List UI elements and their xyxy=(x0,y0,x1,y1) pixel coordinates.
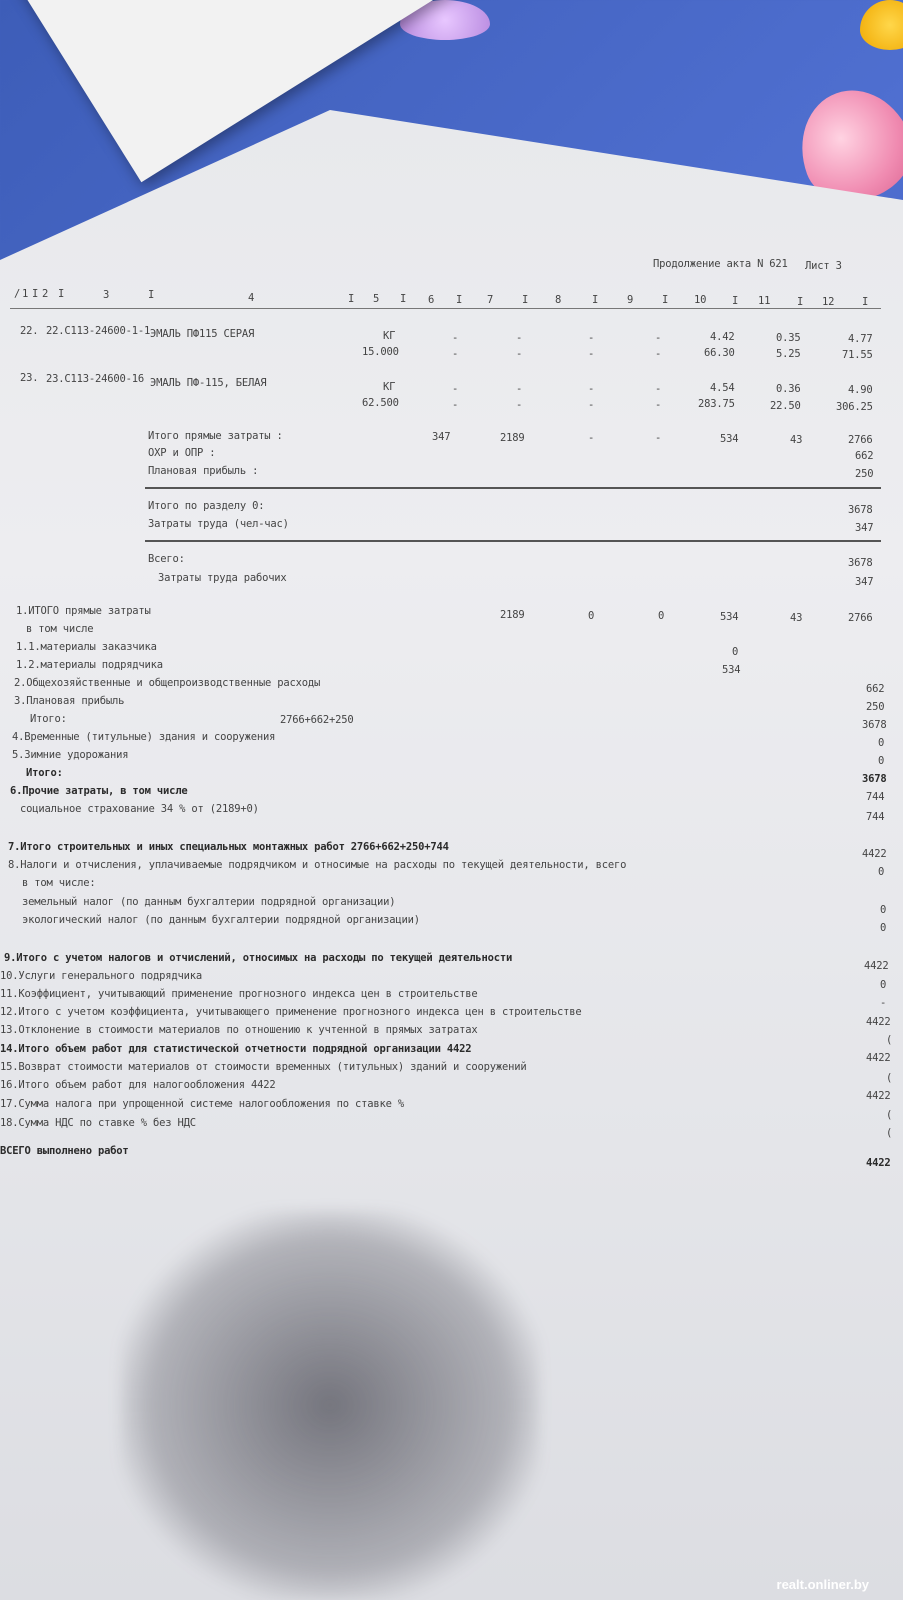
continuation-label: Продолжение акта N 621 xyxy=(653,258,788,270)
summary-label: экологический налог (по данным бухгалтерии подрядной организации) xyxy=(22,914,420,926)
summary-value: 662 xyxy=(866,683,885,695)
summary-label: 8.Налоги и отчисления, уплачиваемые подрядчиком и относимые на расходы по текущей деятельности, всего xyxy=(8,859,627,871)
cell: 534 xyxy=(720,433,739,445)
summary-label: 14.Итого объем работ для статистической отчетности подрядной организации 4422 xyxy=(0,1043,472,1055)
col-number: 6 xyxy=(428,294,435,306)
summary-value: 4422 xyxy=(866,1016,891,1028)
cell: - xyxy=(655,383,662,395)
summary-label: 1.2.материалы подрядчика xyxy=(16,659,163,671)
summary-label: 12.Итого с учетом коэффициента, учитывающего применение прогнозного индекса цен в строительстве xyxy=(0,1006,582,1018)
cell: - xyxy=(655,399,662,411)
row-qty: 62.500 xyxy=(362,397,399,409)
section-total-label: Итого по разделу 0: xyxy=(148,500,265,512)
cell: 306.25 xyxy=(836,401,873,413)
col-number: 8 xyxy=(555,294,562,306)
summary-value: 0 xyxy=(878,866,885,878)
summary-value: - xyxy=(880,997,887,1009)
cell: - xyxy=(452,399,459,411)
cell: 4.77 xyxy=(848,333,873,345)
row-number: 22. xyxy=(20,325,39,337)
cell: 2189 xyxy=(500,609,525,621)
row-number: 23. xyxy=(20,372,39,384)
cell: 0 xyxy=(732,646,739,658)
summary-label: 10.Услуги генерального подрядчика xyxy=(0,970,203,982)
col-number: 5 xyxy=(373,293,380,305)
summary-formula: 2766+662+250 xyxy=(280,714,354,726)
cell: 0 xyxy=(658,610,665,622)
summary-label: 16.Итого объем работ для налогообложения 4422 xyxy=(0,1079,276,1091)
summary-label: 13.Отклонение в стоимости материалов по отношению к учтенной в прямых затратах xyxy=(0,1024,478,1036)
cell: - xyxy=(588,399,595,411)
cell: 347 xyxy=(432,431,451,443)
row-code: 22.С113-24600-1-1 xyxy=(46,325,151,337)
cell: - xyxy=(516,348,523,360)
cell: - xyxy=(452,332,459,344)
cell: - xyxy=(588,432,595,444)
cell: 43 xyxy=(790,612,803,624)
row-name: ЭМАЛЬ ПФ115 СЕРАЯ xyxy=(150,328,255,340)
cell: 4.42 xyxy=(710,331,735,343)
cell: - xyxy=(452,383,459,395)
summary-value: 4422 xyxy=(866,1090,891,1102)
summary-label: земельный налог (по данным бухгалтерии подрядной организации) xyxy=(22,896,396,908)
cell: 4.54 xyxy=(710,382,735,394)
summary-label: ВСЕГО выполнено работ xyxy=(0,1145,129,1157)
summary-label: 5.Зимние удорожания xyxy=(12,749,129,761)
row-qty: 15.000 xyxy=(362,346,399,358)
overhead-value: 662 xyxy=(855,450,874,462)
row-code: 23.С113-24600-16 xyxy=(46,373,144,385)
summary-value: 4422 xyxy=(866,1157,891,1169)
cell: - xyxy=(516,332,523,344)
cell: 66.30 xyxy=(704,347,735,359)
cell: 5.25 xyxy=(776,348,801,360)
row-unit: КГ xyxy=(383,381,396,393)
cell: 283.75 xyxy=(698,398,735,410)
cell: - xyxy=(588,383,595,395)
header-rule xyxy=(10,308,881,309)
summary-label: 3.Плановая прибыль xyxy=(14,695,125,707)
cell: 22.50 xyxy=(770,400,801,412)
divider xyxy=(145,487,881,489)
summary-value: 3678 xyxy=(862,773,887,785)
cell: 43 xyxy=(790,434,803,446)
summary-value: ( xyxy=(886,1072,893,1084)
col-number: 3 xyxy=(103,289,110,301)
summary-label: 11.Коэффициент, учитывающий применение прогнозного индекса цен в строительстве xyxy=(0,988,478,1000)
cell: 0.36 xyxy=(776,383,801,395)
summary-label: социальное страхование 34 % от (2189+0) xyxy=(20,803,259,815)
cell: 534 xyxy=(720,611,739,623)
cell: - xyxy=(655,432,662,444)
summary-value: 0 xyxy=(880,904,887,916)
col-number: 12 xyxy=(822,296,835,308)
col-number: 11 xyxy=(758,295,771,307)
summary-value: 0 xyxy=(878,755,885,767)
cell: 2766 xyxy=(848,434,873,446)
col-number: 4 xyxy=(248,292,255,304)
summary-label: 2.Общехозяйственные и общепроизводственные расходы xyxy=(14,677,321,689)
summary-value: 250 xyxy=(866,701,885,713)
summary-label: 18.Сумма НДС по ставке % без НДС xyxy=(0,1117,196,1129)
col-number: 2 xyxy=(42,288,49,300)
direct-costs-label: Итого прямые затраты : xyxy=(148,430,283,442)
summary-value: ( xyxy=(886,1109,893,1121)
summary-label: 1.1.материалы заказчика xyxy=(16,641,157,653)
summary-value: 2766 xyxy=(848,612,873,624)
profit-value: 250 xyxy=(855,468,874,480)
row-name: ЭМАЛЬ ПФ-115, БЕЛАЯ xyxy=(150,377,267,389)
divider xyxy=(145,540,881,542)
cell: - xyxy=(655,348,662,360)
row-unit: КГ xyxy=(383,330,396,342)
summary-value: 3678 xyxy=(862,719,887,731)
summary-label: 7.Итого строительных и иных специальных монтажных работ 2766+662+250+744 xyxy=(8,841,449,853)
summary-value: 4422 xyxy=(864,960,889,972)
watermark: realt.onliner.by xyxy=(776,1577,869,1592)
summary-value: 4422 xyxy=(862,848,887,860)
phone-shadow xyxy=(120,1210,540,1600)
flower-decoration xyxy=(860,0,903,50)
summary-value: 744 xyxy=(866,791,885,803)
section-total-value: 3678 xyxy=(848,504,873,516)
sheet-label: Лист 3 xyxy=(805,260,842,272)
cell: 534 xyxy=(722,664,741,676)
cell: - xyxy=(452,348,459,360)
summary-label: 4.Временные (титульные) здания и сооружения xyxy=(12,731,276,743)
summary-value: 0 xyxy=(880,922,887,934)
grand-label: Всего: xyxy=(148,553,185,565)
summary-value: 0 xyxy=(878,737,885,749)
summary-label: 6.Прочие затраты, в том числе xyxy=(10,785,188,797)
summary-label: 1.ИТОГО прямые затраты xyxy=(16,605,151,617)
summary-label: Итого: xyxy=(26,767,63,779)
summary-value: 0 xyxy=(880,979,887,991)
summary-value: ( xyxy=(886,1034,893,1046)
cell: - xyxy=(655,332,662,344)
labor-label: Затраты труда (чел-час) xyxy=(148,518,289,530)
summary-label: в том числе: xyxy=(22,877,96,889)
col-number: 7 xyxy=(487,294,494,306)
cell: 0 xyxy=(588,610,595,622)
summary-label: Итого: xyxy=(30,713,67,725)
summary-label: 15.Возврат стоимости материалов от стоимости временных (титульных) зданий и сооружений xyxy=(0,1061,527,1073)
cell: - xyxy=(588,348,595,360)
cell: - xyxy=(516,383,523,395)
summary-value: 744 xyxy=(866,811,885,823)
col-number: 9 xyxy=(627,294,634,306)
grand-value: 3678 xyxy=(848,557,873,569)
workers-value: 347 xyxy=(855,576,874,588)
labor-value: 347 xyxy=(855,522,874,534)
cell: 4.90 xyxy=(848,384,873,396)
cell: 2189 xyxy=(500,432,525,444)
summary-label: 17.Сумма налога при упрощенной системе налогообложения по ставке % xyxy=(0,1098,405,1110)
workers-label: Затраты труда рабочих xyxy=(158,572,287,584)
summary-value: 4422 xyxy=(866,1052,891,1064)
col-number: 1 xyxy=(22,288,29,300)
overhead-label: ОХР и ОПР : xyxy=(148,447,216,459)
profit-label: Плановая прибыль : xyxy=(148,465,259,477)
cell: - xyxy=(516,399,523,411)
cell: 0.35 xyxy=(776,332,801,344)
cell: - xyxy=(588,332,595,344)
cell: 71.55 xyxy=(842,349,873,361)
summary-label: 9.Итого с учетом налогов и отчислений, относимых на расходы по текущей деятельности xyxy=(4,952,513,964)
summary-value: ( xyxy=(886,1127,893,1139)
summary-label: в том числе xyxy=(26,623,94,635)
col-number: 10 xyxy=(694,294,707,306)
